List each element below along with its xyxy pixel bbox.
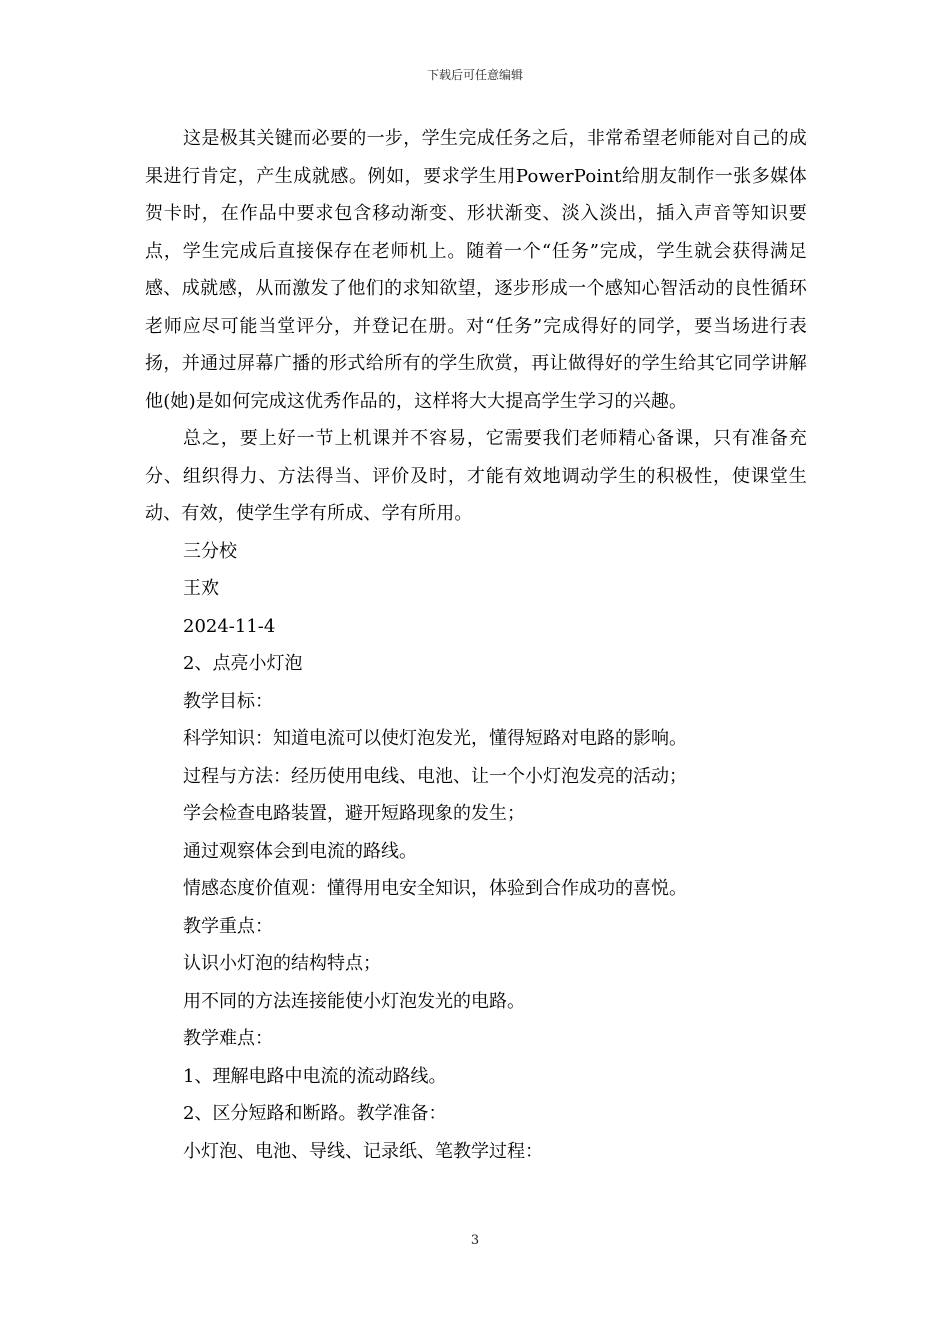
paragraph-summary: 总之，要上好一节上机课并不容易，它需要我们老师精心备课，只有准备充分、组织得力、方法得当、评价及时，才能有效地调动学生的积极性，使课堂生动、有效，使学生学有所成、学有所用。 (145, 428, 807, 524)
paragraph-task-evaluation: 这是极其关键而必要的一步，学生完成任务之后，非常希望老师能对自己的成果进行肯定，产生成就感。例如，要求学生用PowerPoint给朋友制作一张多媒体贺卡时，在作品中要求包含移动渐变、形状渐变、淡入淡出，插入声音等知识要点，学生完成后直接保存在老师机上。随着一个“任务”完成，学生就会获得满足感、成就感，从而激发了他们的求知欲望，逐步形成一个感知心智活动的良性循环老师应尽可能当堂评分，并登记在册。对“任务”完成得好的同学，要当场进行表扬，并通过屏幕广播的形式给所有的学生欣赏，再让做得好的学生给其它同学讲解他(她)是如何完成这优秀作品的，这样将大大提高学生学习的兴趣。 (145, 128, 807, 412)
section-heading-objectives: 教学目标： (183, 690, 273, 712)
objective-knowledge: 科学知识：知道电流可以使灯泡发光，懂得短路对电路的影响。 (183, 728, 687, 749)
objective-process-detail-2: 通过观察体会到电流的路线。 (183, 840, 417, 862)
difficulty-1: 1、理解电路中电流的流动路线。 (183, 1065, 447, 1087)
key-point-2: 用不同的方法连接能使小灯泡发光的电路。 (183, 990, 525, 1012)
section-heading-key-points: 教学重点： (183, 915, 273, 937)
difficulty-2-and-preparation: 2、区分短路和断路。教学准备： (183, 1103, 447, 1124)
document-body (145, 120, 807, 1170)
page-header: 下载后可任意编辑 (426, 68, 523, 82)
objective-process-detail-1: 学会检查电路装置，避开短路现象的发生； (183, 803, 525, 824)
lesson-title: 2、点亮小灯泡 (183, 653, 303, 674)
school-name: 三分校 (183, 540, 237, 562)
key-point-1: 认识小灯泡的结构特点； (183, 953, 381, 974)
preparation-materials: 小灯泡、电池、导线、记录纸、笔教学过程： (183, 1140, 543, 1162)
section-heading-difficulties: 教学难点： (183, 1028, 273, 1049)
document-date: 2024-11-4 (183, 615, 276, 637)
objective-process: 过程与方法：经历使用电线、电池、让一个小灯泡发亮的活动； (183, 765, 687, 787)
author-name: 王欢 (183, 578, 219, 599)
page-number: 3 (470, 1233, 480, 1248)
objective-attitude: 情感态度价值观：懂得用电安全知识，体验到合作成功的喜悦。 (183, 878, 687, 899)
